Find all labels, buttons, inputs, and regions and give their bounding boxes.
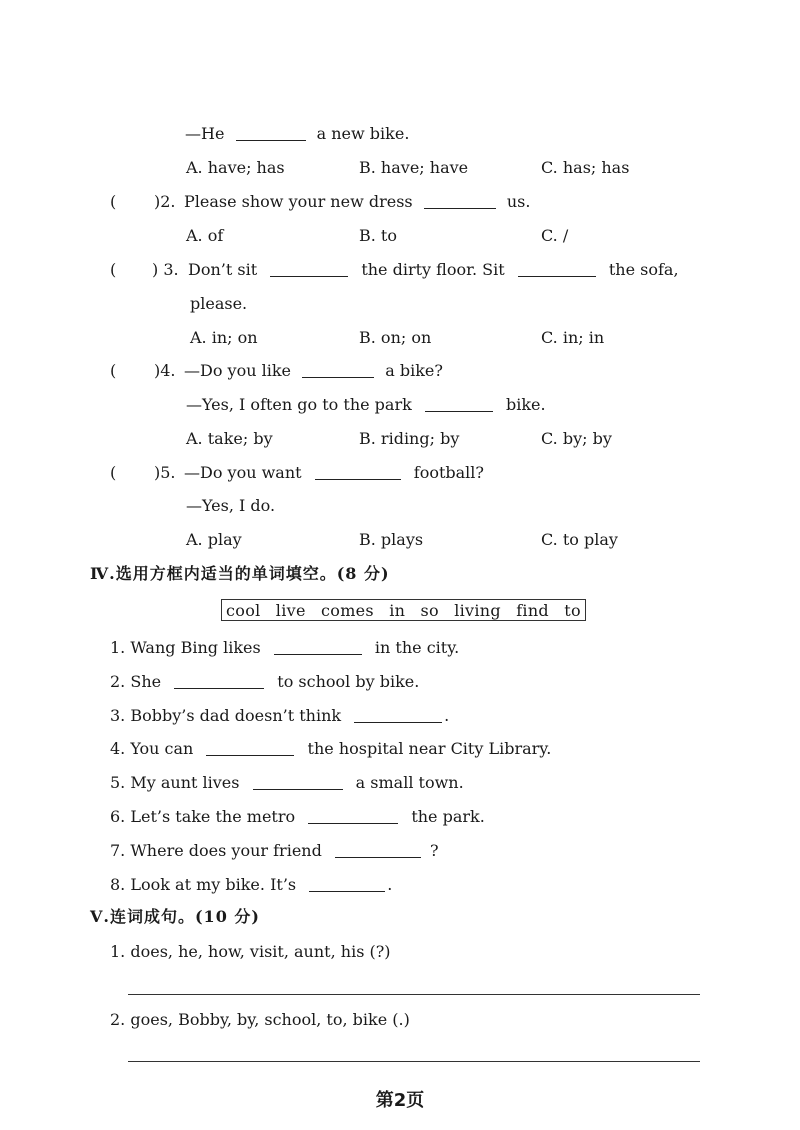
q1-line	[185, 124, 409, 144]
fill-item-blank[interactable]	[309, 875, 385, 892]
fill-item-text: in the city.	[374, 638, 460, 657]
q2-text-after: us.	[506, 192, 531, 211]
answer-line-2[interactable]	[128, 1061, 700, 1062]
q4-option-c[interactable]: C. by; by	[541, 429, 612, 448]
q3-text-middle: the dirty floor. Sit	[361, 260, 505, 279]
q3-option-b[interactable]: B. on; on	[359, 328, 432, 347]
fill-item-text: 3. Bobby’s dad doesn’t think	[110, 706, 342, 725]
fill-item-blank[interactable]	[174, 672, 264, 689]
q3-text-before: Don’t sit	[188, 260, 258, 279]
fill-item-blank[interactable]	[206, 739, 294, 756]
fill-item-blank[interactable]	[354, 706, 442, 723]
section-5-title: Ⅴ.连词成句。(10 分)	[90, 907, 260, 926]
q3-paren-open: (	[110, 260, 117, 279]
fill-item-text: a small town.	[355, 773, 464, 792]
q4-line1-before: —Do you like	[184, 361, 292, 380]
fill-item-text: 5. My aunt lives	[110, 773, 240, 792]
q4-option-b[interactable]: B. riding; by	[359, 429, 460, 448]
q3-text-line2: please.	[190, 294, 248, 313]
fill-item-blank[interactable]	[308, 807, 398, 824]
fill-item-1	[110, 638, 459, 658]
answer-line-1[interactable]	[128, 994, 700, 995]
q3-option-a[interactable]: A. in; on	[190, 328, 258, 347]
fill-item-text: 8. Look at my bike. It’s	[110, 875, 297, 894]
fill-item-text: to school by bike.	[277, 672, 420, 691]
fill-item-5	[110, 773, 464, 793]
q3-option-c[interactable]: C. in; in	[541, 328, 605, 347]
fill-item-blank[interactable]	[253, 773, 343, 790]
q3-blank-2[interactable]	[518, 260, 596, 277]
q2-text-before: Please show your new dress	[184, 192, 413, 211]
fill-item-4	[110, 739, 551, 759]
fill-item-text: 2. She	[110, 672, 162, 691]
q4-blank-1[interactable]	[302, 361, 374, 378]
q4-paren-open: (	[110, 361, 117, 380]
q3-blank-1[interactable]	[270, 260, 348, 277]
word-bank-word: to	[564, 600, 581, 620]
q4-line-2	[186, 395, 546, 415]
q5-answer-slot[interactable]: )5.	[154, 463, 176, 482]
q4-line-1	[184, 361, 443, 381]
q5-paren-open: (	[110, 463, 117, 482]
q4-answer-slot[interactable]: )4.	[154, 361, 176, 380]
word-bank-word: live	[275, 600, 306, 620]
fill-item-text: the hospital near City Library.	[307, 739, 552, 758]
q1-option-a[interactable]: A. have; has	[186, 158, 285, 177]
q5-line-2: —Yes, I do.	[186, 496, 276, 515]
q2-paren-open: (	[110, 192, 117, 211]
q1-text-before: —He	[185, 124, 225, 143]
section-4-title: Ⅳ.选用方框内适当的单词填空。(8 分)	[90, 564, 390, 583]
q4-line2-before: —Yes, I often go to the park	[186, 395, 412, 414]
fill-item-2	[110, 672, 419, 692]
q3-text-after: the sofa,	[608, 260, 679, 279]
word-bank-word: find	[516, 600, 549, 620]
fill-item-text: 1. Wang Bing likes	[110, 638, 261, 657]
q5-line1-after: football?	[413, 463, 484, 482]
q5-option-c[interactable]: C. to play	[541, 530, 618, 549]
q1-option-b[interactable]: B. have; have	[359, 158, 469, 177]
fill-item-text: .	[444, 706, 450, 725]
fill-item-3	[110, 706, 449, 726]
page-number: 第2页	[375, 1090, 425, 1111]
fill-item-8	[110, 875, 392, 895]
fill-item-7	[110, 841, 439, 861]
q1-blank[interactable]	[236, 124, 306, 141]
fill-item-text: 6. Let’s take the metro	[110, 807, 296, 826]
q5-option-b[interactable]: B. plays	[359, 530, 424, 549]
q4-blank-2[interactable]	[425, 395, 493, 412]
q5-option-a[interactable]: A. play	[186, 530, 242, 549]
reorder-item-1: 1. does, he, how, visit, aunt, his (?)	[110, 942, 391, 961]
reorder-item-2: 2. goes, Bobby, by, school, to, bike (.)	[110, 1010, 410, 1029]
q4-line1-after: a bike?	[385, 361, 443, 380]
q1-text-after: a new bike.	[316, 124, 410, 143]
q2-line	[184, 192, 530, 212]
q2-blank[interactable]	[424, 192, 496, 209]
word-bank-box	[221, 599, 586, 621]
q1-option-c[interactable]: C. has; has	[541, 158, 630, 177]
q4-option-a[interactable]: A. take; by	[186, 429, 273, 448]
word-bank-word: living	[454, 600, 501, 620]
fill-item-blank[interactable]	[335, 841, 421, 858]
fill-item-6	[110, 807, 485, 827]
fill-item-text: .	[387, 875, 393, 894]
fill-item-text: 7. Where does your friend	[110, 841, 322, 860]
q4-line2-after: bike.	[505, 395, 546, 414]
q5-line1-before: —Do you want	[184, 463, 302, 482]
word-bank-word: in	[389, 600, 406, 620]
q5-line-1	[184, 463, 484, 483]
word-bank-word: comes	[321, 600, 374, 620]
fill-item-text: the park.	[411, 807, 485, 826]
fill-item-blank[interactable]	[274, 638, 362, 655]
q3-line	[188, 260, 679, 280]
word-bank-word: so	[420, 600, 439, 620]
q2-answer-slot[interactable]: )2.	[154, 192, 176, 211]
q2-option-c[interactable]: C. /	[541, 226, 569, 245]
fill-item-text: ?	[430, 841, 439, 860]
word-bank-word: cool	[226, 600, 261, 620]
q2-option-b[interactable]: B. to	[359, 226, 397, 245]
fill-item-text: 4. You can	[110, 739, 194, 758]
q2-option-a[interactable]: A. of	[186, 226, 224, 245]
q3-answer-slot[interactable]: ) 3.	[152, 260, 179, 279]
q5-blank[interactable]	[315, 463, 401, 480]
